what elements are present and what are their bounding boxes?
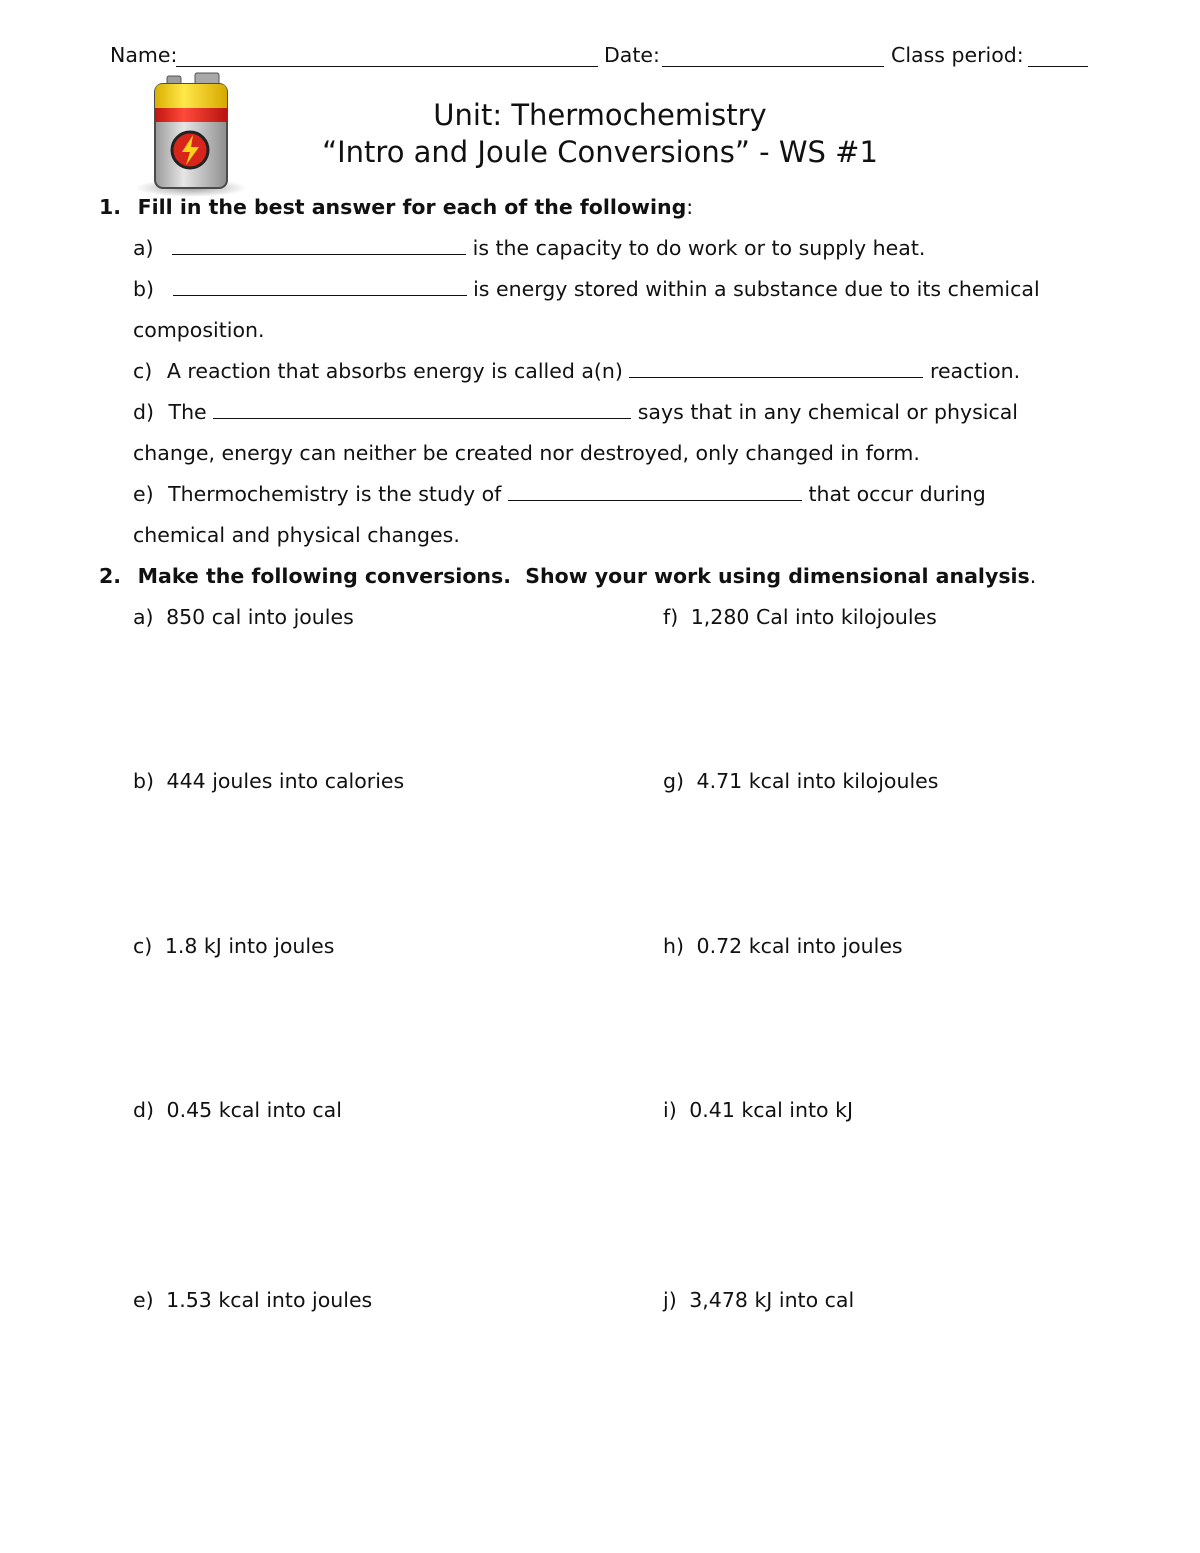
- conversion-text: 4.71 kcal into kilojoules: [696, 769, 939, 793]
- item-text-before: The: [168, 400, 207, 424]
- conversion-g: [663, 769, 938, 793]
- q1-item-b-continuation: composition.: [133, 318, 265, 342]
- unit-title: Unit: Thermochemistry: [433, 98, 767, 132]
- answer-blank[interactable]: [629, 359, 923, 378]
- conversion-f: [663, 605, 937, 629]
- date-label: Date:: [604, 43, 660, 67]
- q1-colon: :: [686, 195, 694, 219]
- item-label: a): [133, 236, 154, 260]
- q1-item-a: [133, 236, 925, 260]
- class-period-blank[interactable]: [1028, 65, 1088, 67]
- conversion-c: [133, 934, 334, 958]
- item-text: says that in any chemical or physical: [637, 400, 1018, 424]
- item-text: reaction.: [929, 359, 1021, 383]
- answer-blank[interactable]: [172, 236, 466, 255]
- conversion-text: 0.45 kcal into cal: [166, 1098, 342, 1122]
- q2-prompt: Make the following conversions. Show your work using dimensional analysis: [137, 564, 1030, 588]
- item-text: is the capacity to do work or to supply heat.: [472, 236, 926, 260]
- conversion-d: [133, 1098, 342, 1122]
- item-text-before: A reaction that absorbs energy is called a(n): [166, 359, 623, 383]
- conversion-i: [663, 1098, 853, 1122]
- conversion-text: 3,478 kJ into cal: [689, 1288, 855, 1312]
- q1-item-e: [133, 482, 986, 506]
- item-label: c): [133, 934, 153, 958]
- conversion-text: 0.41 kcal into kJ: [689, 1098, 854, 1122]
- item-label: e): [133, 1288, 154, 1312]
- q1-item-c: [133, 359, 1020, 383]
- item-label: c): [133, 359, 153, 383]
- answer-blank[interactable]: [173, 277, 467, 296]
- conversion-b: [133, 769, 404, 793]
- q1-item-e-continuation: chemical and physical changes.: [133, 523, 460, 547]
- q2-heading: [99, 564, 1036, 588]
- item-label: d): [133, 1098, 155, 1122]
- q2-period: .: [1029, 564, 1037, 588]
- item-label: g): [663, 769, 685, 793]
- name-blank[interactable]: [176, 65, 598, 67]
- conversion-text: 444 joules into calories: [166, 769, 405, 793]
- conversion-e: [133, 1288, 372, 1312]
- conversion-a: [133, 605, 354, 629]
- item-label: j): [663, 1288, 677, 1312]
- item-label: d): [133, 400, 155, 424]
- q1-item-d: [133, 400, 1018, 424]
- item-text: is energy stored within a substance due to its chemical: [473, 277, 1040, 301]
- item-label: a): [133, 605, 154, 629]
- header-fields: [110, 43, 1090, 71]
- q1-item-b: [133, 277, 1040, 301]
- q1-number: 1.: [99, 195, 122, 219]
- item-label: e): [133, 482, 154, 506]
- conversion-text: 850 cal into joules: [166, 605, 354, 629]
- worksheet-title: “Intro and Joule Conversions” - WS #1: [322, 135, 878, 169]
- item-label: i): [663, 1098, 677, 1122]
- q2-number: 2.: [99, 564, 122, 588]
- answer-blank[interactable]: [508, 482, 802, 501]
- conversion-text: 1.8 kJ into joules: [164, 934, 335, 958]
- item-text-before: Thermochemistry is the study of: [168, 482, 502, 506]
- q1-prompt: Fill in the best answer for each of the following: [137, 195, 687, 219]
- item-label: h): [663, 934, 684, 958]
- item-label: f): [663, 605, 679, 629]
- class-period-label: Class period:: [891, 43, 1024, 67]
- item-text: that occur during: [808, 482, 986, 506]
- item-label: b): [133, 277, 155, 301]
- conversion-h: [663, 934, 903, 958]
- item-label: b): [133, 769, 155, 793]
- conversion-text: 1,280 Cal into kilojoules: [690, 605, 937, 629]
- q1-item-d-continuation: change, energy can neither be created nor destroyed, only changed in form.: [133, 441, 920, 465]
- conversion-j: [663, 1288, 854, 1312]
- answer-blank[interactable]: [213, 400, 631, 419]
- conversion-text: 0.72 kcal into joules: [696, 934, 903, 958]
- conversion-text: 1.53 kcal into joules: [166, 1288, 373, 1312]
- name-label: Name:: [110, 43, 178, 67]
- q1-heading: [99, 195, 693, 219]
- date-blank[interactable]: [662, 65, 884, 67]
